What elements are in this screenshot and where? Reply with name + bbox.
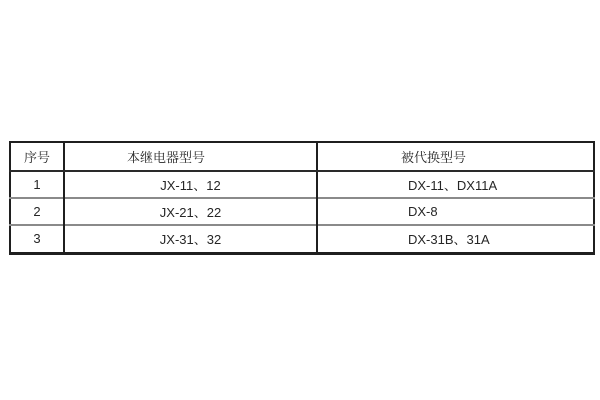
cell-current-model: JX-21、22 (64, 198, 317, 225)
header-index: 序号 (10, 142, 64, 171)
header-replaced-model: 被代换型号 (317, 142, 594, 171)
table-row (10, 198, 594, 225)
relay-replacement-table (9, 141, 595, 255)
cell-replaced-model: DX-31B、31A (317, 225, 594, 253)
cell-replaced-model: DX-8 (317, 198, 594, 225)
table-row (10, 225, 594, 253)
cell-replaced-model: DX-11、DX11A (317, 171, 594, 198)
table-header (10, 142, 594, 171)
header-row (10, 142, 594, 171)
cell-index: 1 (33, 177, 41, 192)
cell-index: 2 (10, 198, 64, 225)
cell-current-model: JX-31、32 (64, 225, 317, 253)
header-current-model: 本继电器型号 (64, 142, 317, 171)
cell-current-model: JX-11、12 (64, 171, 317, 198)
table-body (10, 171, 594, 253)
table-row (10, 171, 594, 198)
cell-index: 3 (10, 225, 64, 253)
